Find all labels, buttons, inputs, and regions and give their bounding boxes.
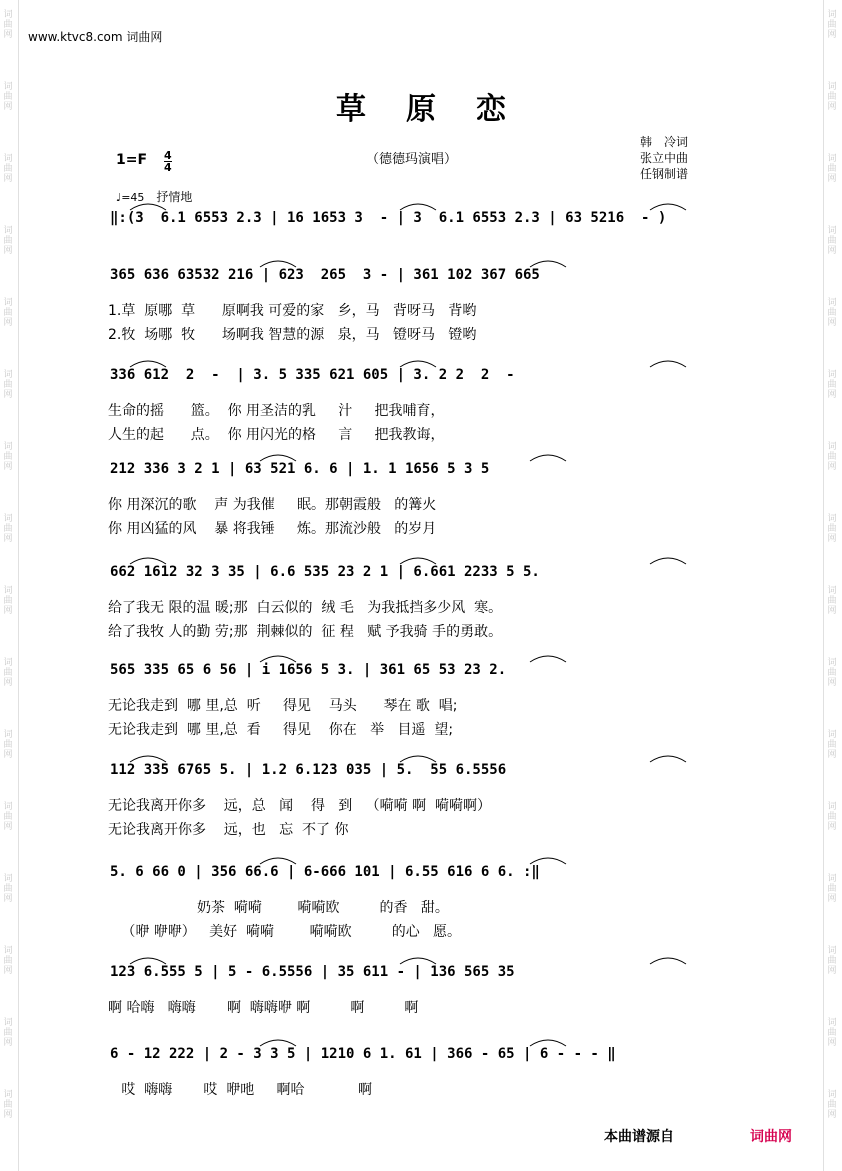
- slur: [260, 261, 296, 267]
- slur: [130, 558, 166, 564]
- watermark-glyph: 网: [3, 894, 13, 904]
- lyric-line: 啊 哈嗨 嗨嗨 啊 嗨嗨咿 啊 啊 啊: [108, 1000, 419, 1016]
- singer-credit: （德德玛演唱）: [366, 152, 458, 167]
- watermark-glyph: 网: [827, 246, 837, 256]
- notation-line: 112 335 6765 5. | 1.2 6.123 035 | 5. 55 6.5556: [110, 762, 507, 778]
- slur: [650, 204, 686, 210]
- watermark-glyph: 曲: [827, 1100, 837, 1110]
- notation-line: 662 1612 32 3 35 | 6.6 535 23 2 1 | 6.661 2233 5 5.: [110, 564, 540, 580]
- lyric-line: 人生的起 点。 你 用闪光的格 言 把我教诲，: [108, 427, 445, 443]
- slur-marks: [110, 449, 750, 463]
- watermark-glyph: 曲: [827, 1028, 837, 1038]
- watermark-glyph: 曲: [3, 164, 13, 174]
- watermark-glyph: 词: [827, 1090, 837, 1100]
- slur-marks: [110, 355, 750, 369]
- footer-source-label: 本曲谱源自: [604, 1129, 674, 1145]
- lyric-line: 你 用深沉的歌 声 为我催 眠。那朝霞般 的篝火: [108, 497, 437, 513]
- slur: [260, 858, 296, 864]
- watermark-glyph: 词: [827, 802, 837, 812]
- watermark-glyph: 曲: [3, 524, 13, 534]
- watermark-glyph: 网: [3, 678, 13, 688]
- song-title: 草原恋: [336, 92, 546, 127]
- watermark-glyph: 网: [3, 318, 13, 328]
- watermark-glyph: 网: [827, 822, 837, 832]
- watermark-glyph: 网: [3, 606, 13, 616]
- watermark-glyph: 曲: [827, 740, 837, 750]
- watermark-mark: [826, 442, 838, 472]
- watermark-glyph: 词: [3, 370, 13, 380]
- watermark-glyph: 曲: [827, 668, 837, 678]
- watermark-glyph: 网: [3, 30, 13, 40]
- lyric-line: 无论我离开你多 远，也 忘 不了 你: [108, 822, 349, 838]
- watermark-glyph: 曲: [827, 884, 837, 894]
- watermark-glyph: 曲: [827, 452, 837, 462]
- watermark-glyph: 曲: [3, 308, 13, 318]
- watermark-glyph: 词: [3, 1018, 13, 1028]
- slur: [530, 656, 566, 662]
- watermark-glyph: 词: [827, 298, 837, 308]
- credits: [640, 134, 688, 182]
- watermark-glyph: 曲: [3, 668, 13, 678]
- slur: [130, 958, 166, 964]
- slur: [530, 455, 566, 461]
- slur: [400, 204, 436, 210]
- lyric-line: 无论我走到 哪 里,总 听 得见 马头 琴在 歌 唱;: [108, 698, 458, 714]
- watermark-glyph: 词: [3, 442, 13, 452]
- watermark-mark: [826, 298, 838, 328]
- watermark-mark: [2, 370, 14, 400]
- watermark-glyph: 网: [3, 1038, 13, 1048]
- watermark-glyph: 词: [3, 1090, 13, 1100]
- watermark-glyph: 词: [3, 874, 13, 884]
- watermark-glyph: 词: [827, 514, 837, 524]
- watermark-mark: [2, 802, 14, 832]
- slur-marks: [110, 552, 750, 566]
- slur: [400, 756, 436, 762]
- footer-brand: 词曲网: [750, 1129, 792, 1145]
- watermark-glyph: 词: [827, 874, 837, 884]
- watermark-glyph: 曲: [827, 308, 837, 318]
- slur-marks: [110, 650, 750, 664]
- slur: [260, 455, 296, 461]
- watermark-glyph: 网: [3, 102, 13, 112]
- watermark-glyph: 词: [827, 10, 837, 20]
- lyric-line: 给了我无 限的温 暖;那 白云似的 绒 毛 为我抵挡多少风 寒。: [108, 600, 503, 616]
- transcriber-credit: 任钢制谱: [640, 167, 689, 181]
- watermark-glyph: 网: [827, 966, 837, 976]
- slur: [260, 656, 296, 662]
- watermark-glyph: 曲: [3, 812, 13, 822]
- watermark-mark: [826, 1018, 838, 1048]
- watermark-mark: [826, 10, 838, 40]
- expression-marking: 抒情地: [156, 190, 193, 204]
- watermark-glyph: 词: [3, 298, 13, 308]
- watermark-glyph: 词: [827, 586, 837, 596]
- watermark-glyph: 词: [3, 802, 13, 812]
- watermark-mark: [2, 586, 14, 616]
- tempo-value: ♩=45: [116, 191, 145, 204]
- watermark-mark: [2, 442, 14, 472]
- watermark-glyph: 网: [3, 822, 13, 832]
- left-watermark-strip: [0, 0, 19, 1171]
- watermark-mark: [2, 154, 14, 184]
- lyric-line: 无论我离开你多 远，总 闻 得 到 （嗬嗬 啊 嗬嗬啊）: [108, 798, 492, 814]
- watermark-glyph: 词: [3, 10, 13, 20]
- notation-line: 365 636 63532 216 | 623 265 3 - | 361 102 367 665: [110, 267, 540, 283]
- lyric-line: 无论我走到 哪 里,总 看 得见 你在 举 目遥 望;: [108, 722, 454, 738]
- time-signature-top: 4: [164, 149, 172, 162]
- lyric-line: 你 用凶猛的风 暴 将我锤 炼。那流沙般 的岁月: [108, 521, 437, 537]
- slur: [400, 958, 436, 964]
- watermark-glyph: 曲: [3, 452, 13, 462]
- watermark-glyph: 词: [827, 1018, 837, 1028]
- notation-line: 212 336 3 2 1 | 63 521 6. 6 | 1. 1 1656 5 3 5: [110, 461, 490, 477]
- watermark-mark: [826, 874, 838, 904]
- notation-line: ‖:(3 6.1 6553 2.3 | 16 1653 3 - | 3 6.1 6553 2.3 | 63 5216 - ): [110, 210, 667, 226]
- watermark-glyph: 词: [3, 946, 13, 956]
- watermark-glyph: 曲: [827, 20, 837, 30]
- lyric-line: 哎 嗨嗨 哎 咿吔 啊哈 啊: [108, 1082, 372, 1098]
- watermark-glyph: 网: [827, 606, 837, 616]
- watermark-glyph: 曲: [3, 1100, 13, 1110]
- watermark-glyph: 曲: [827, 380, 837, 390]
- notation-line: 123 6.555 5 | 5 - 6.5556 | 35 611 - | 136 565 35: [110, 964, 515, 980]
- watermark-glyph: 词: [3, 82, 13, 92]
- lyric-line: 1.草 原哪 草 原啊我 可爱的家 乡，马 背呀马 背哟: [108, 303, 477, 319]
- key-signature: 1=F: [116, 152, 148, 168]
- watermark-glyph: 词: [3, 514, 13, 524]
- watermark-glyph: 曲: [3, 884, 13, 894]
- watermark-mark: [2, 658, 14, 688]
- watermark-glyph: 词: [3, 658, 13, 668]
- watermark-glyph: 词: [827, 82, 837, 92]
- watermark-mark: [2, 298, 14, 328]
- watermark-glyph: 词: [3, 730, 13, 740]
- watermark-glyph: 网: [3, 462, 13, 472]
- watermark-mark: [2, 946, 14, 976]
- watermark-mark: [2, 1090, 14, 1120]
- slur-marks: [110, 198, 750, 212]
- watermark-glyph: 网: [3, 966, 13, 976]
- notation-line: 5. 6 66 0 | 356 66.6 | 6-666 101 | 6.55 616 6 6. :‖: [110, 864, 540, 880]
- watermark-mark: [826, 154, 838, 184]
- watermark-glyph: 曲: [827, 164, 837, 174]
- slur: [130, 361, 166, 367]
- watermark-glyph: 曲: [3, 596, 13, 606]
- slur: [400, 558, 436, 564]
- slur: [650, 361, 686, 367]
- slur-marks: [110, 1034, 750, 1048]
- lyric-line: 奶茶 嗬嗬 嗬嗬欧 的香 甜。: [108, 900, 449, 916]
- watermark-mark: [2, 1018, 14, 1048]
- watermark-glyph: 曲: [827, 92, 837, 102]
- slur: [650, 756, 686, 762]
- watermark-glyph: 词: [827, 442, 837, 452]
- watermark-glyph: 网: [827, 318, 837, 328]
- watermark-glyph: 网: [827, 390, 837, 400]
- watermark-glyph: 曲: [827, 956, 837, 966]
- watermark-mark: [2, 514, 14, 544]
- lyricist-credit: 韩 冷词: [640, 135, 689, 149]
- watermark-glyph: 曲: [827, 812, 837, 822]
- watermark-glyph: 词: [3, 154, 13, 164]
- watermark-glyph: 词: [827, 154, 837, 164]
- lyric-line: 2.牧 场哪 牧 场啊我 智慧的源 泉，马 镫呀马 镫哟: [108, 327, 477, 343]
- watermark-glyph: 网: [3, 390, 13, 400]
- watermark-glyph: 词: [827, 226, 837, 236]
- watermark-glyph: 曲: [3, 956, 13, 966]
- time-signature: [164, 150, 172, 173]
- watermark-glyph: 曲: [3, 20, 13, 30]
- watermark-glyph: 网: [827, 678, 837, 688]
- watermark-mark: [2, 10, 14, 40]
- watermark-glyph: 词: [3, 586, 13, 596]
- slur: [400, 361, 436, 367]
- watermark-glyph: 网: [3, 174, 13, 184]
- watermark-glyph: 曲: [3, 1028, 13, 1038]
- notation-line: 565 335 65 6 56 | i 1656 5 3. | 361 65 53 23 2.: [110, 662, 507, 678]
- watermark-glyph: 网: [827, 174, 837, 184]
- watermark-mark: [2, 730, 14, 760]
- lyric-line: 生命的摇 篮。 你 用圣洁的乳 汁 把我哺育，: [108, 403, 445, 419]
- slur: [530, 1040, 566, 1046]
- watermark-mark: [2, 226, 14, 256]
- lyric-line: 给了我牧 人的勤 劳;那 荆棘似的 征 程 赋 予我骑 手的勇敢。: [108, 624, 503, 640]
- watermark-glyph: 网: [827, 534, 837, 544]
- watermark-glyph: 网: [3, 534, 13, 544]
- watermark-glyph: 词: [827, 946, 837, 956]
- watermark-glyph: 曲: [827, 524, 837, 534]
- slur: [650, 558, 686, 564]
- watermark-glyph: 词: [827, 370, 837, 380]
- slur: [650, 958, 686, 964]
- watermark-glyph: 网: [3, 1110, 13, 1120]
- watermark-glyph: 网: [827, 462, 837, 472]
- watermark-mark: [826, 1090, 838, 1120]
- watermark-mark: [826, 226, 838, 256]
- watermark-glyph: 网: [827, 750, 837, 760]
- watermark-glyph: 词: [827, 730, 837, 740]
- watermark-glyph: 网: [3, 246, 13, 256]
- time-signature-bottom: 4: [164, 161, 172, 174]
- watermark-glyph: 网: [827, 102, 837, 112]
- watermark-mark: [826, 586, 838, 616]
- right-watermark-strip: [823, 0, 842, 1171]
- watermark-glyph: 曲: [827, 236, 837, 246]
- site-url: www.ktvc8.com 词曲网: [28, 30, 163, 44]
- watermark-glyph: 曲: [827, 596, 837, 606]
- watermark-mark: [826, 946, 838, 976]
- watermark-mark: [826, 658, 838, 688]
- watermark-glyph: 曲: [3, 236, 13, 246]
- slur-marks: [110, 750, 750, 764]
- slur-marks: [110, 255, 750, 269]
- watermark-glyph: 词: [827, 658, 837, 668]
- watermark-glyph: 网: [3, 750, 13, 760]
- watermark-mark: [826, 514, 838, 544]
- slur: [530, 858, 566, 864]
- watermark-glyph: 词: [3, 226, 13, 236]
- slur: [130, 756, 166, 762]
- slur-marks: [110, 852, 750, 866]
- watermark-glyph: 曲: [3, 92, 13, 102]
- watermark-glyph: 曲: [3, 740, 13, 750]
- slur-marks: [110, 952, 750, 966]
- watermark-mark: [826, 370, 838, 400]
- watermark-mark: [826, 802, 838, 832]
- composer-credit: 张立中曲: [640, 151, 689, 165]
- watermark-glyph: 网: [827, 1038, 837, 1048]
- slur: [130, 204, 166, 210]
- notation-line: 336 612 2 - | 3. 5 335 621 605 | 3. 2 2 2 -: [110, 367, 515, 383]
- watermark-glyph: 网: [827, 30, 837, 40]
- watermark-mark: [2, 874, 14, 904]
- watermark-glyph: 网: [827, 1110, 837, 1120]
- watermark-glyph: 曲: [3, 380, 13, 390]
- notation-line: 6 - 12 222 | 2 - 3 3 5 | 1210 6 1. 61 | 366 - 65 | 6 - - - ‖: [110, 1046, 616, 1062]
- watermark-glyph: 网: [827, 894, 837, 904]
- slur: [260, 1040, 296, 1046]
- lyric-line: （咿 咿咿） 美好 嗬嗬 嗬嗬欧 的心 愿。: [108, 924, 462, 940]
- slur: [530, 261, 566, 267]
- watermark-mark: [826, 730, 838, 760]
